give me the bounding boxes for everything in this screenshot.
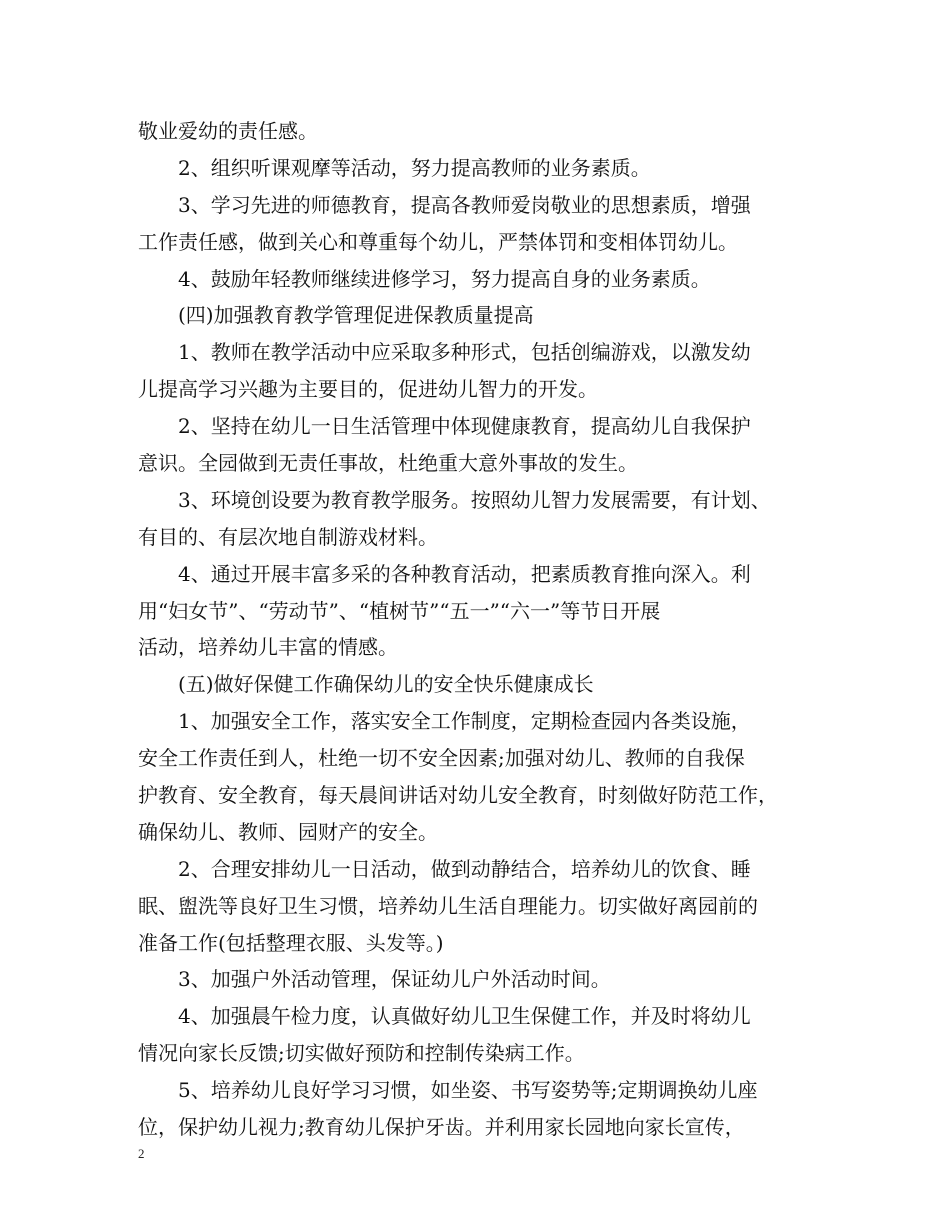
text-line: 4、鼓励年轻教师继续进修学习，努力提高自身的业务素质。 xyxy=(178,266,711,291)
section-heading: (四)加强教育教学管理促进保教质量提高 xyxy=(178,303,534,328)
text-line: 用“妇女节”、“劳动节”、“植树节”“五一”“六一”等节日开展 xyxy=(138,598,661,623)
text-line: 5、培养幼儿良好学习习惯，如坐姿、书写姿势等;定期调换幼儿座 xyxy=(178,1078,758,1103)
text-line: 工作责任感，做到关心和尊重每个幼儿，严禁体罚和变相体罚幼儿。 xyxy=(138,229,738,254)
text-line: 1、加强安全工作，落实安全工作制度，定期检查园内各类设施， xyxy=(178,709,751,734)
text-line: 眠、盥洗等良好卫生习惯，培养幼儿生活自理能力。切实做好离园前的 xyxy=(138,893,758,918)
text-line: 意识。全园做到无责任事故，杜绝重大意外事故的发生。 xyxy=(138,451,638,476)
text-line: 护教育、安全教育，每天晨间讲话对幼儿安全教育，时刻做好防范工作， xyxy=(138,783,778,808)
text-line: 3、加强户外活动管理，保证幼儿户外活动时间。 xyxy=(178,967,611,992)
text-line: 4、加强晨午检力度，认真做好幼儿卫生保健工作，并及时将幼儿 xyxy=(178,1004,751,1029)
text-line: 确保幼儿、教师、园财产的安全。 xyxy=(138,819,438,844)
section-heading: (五)做好保健工作确保幼儿的安全快乐健康成长 xyxy=(178,672,594,697)
text-line: 安全工作责任到人，杜绝一切不安全因素;加强对幼儿、教师的自我保 xyxy=(138,746,745,771)
page-number: 2 xyxy=(138,1146,145,1161)
text-line: 3、学习先进的师德教育，提高各教师爱岗敬业的思想素质，增强 xyxy=(178,192,751,217)
text-line: 4、通过开展丰富多采的各种教育活动，把素质教育推向深入。利 xyxy=(178,561,751,586)
text-line: 2、坚持在幼儿一日生活管理中体现健康教育，提高幼儿自我保护 xyxy=(178,414,751,439)
text-line: 2、合理安排幼儿一日活动，做到动静结合，培养幼儿的饮食、睡 xyxy=(178,856,751,881)
text-line: 准备工作(包括整理衣服、头发等。) xyxy=(138,930,444,955)
text-line: 1、教师在教学活动中应采取多种形式，包括创编游戏，以激发幼 xyxy=(178,340,751,365)
text-line: 敬业爱幼的责任感。 xyxy=(138,119,318,143)
body-text xyxy=(138,113,818,1146)
text-line: 2、组织听课观摩等活动，努力提高教师的业务素质。 xyxy=(178,155,651,180)
text-line: 有目的、有层次地自制游戏材料。 xyxy=(138,524,438,549)
text-line: 位，保护幼儿视力;教育幼儿保护牙齿。并利用家长园地向家长宣传， xyxy=(138,1115,745,1140)
text-line: 儿提高学习兴趣为主要目的，促进幼儿智力的开发。 xyxy=(138,377,598,402)
text-line: 活动，培养幼儿丰富的情感。 xyxy=(138,635,398,660)
text-line: 情况向家长反馈;切实做好预防和控制传染病工作。 xyxy=(138,1041,585,1066)
text-line: 3、环境创设要为教育教学服务。按照幼儿智力发展需要，有计划、 xyxy=(178,487,771,512)
